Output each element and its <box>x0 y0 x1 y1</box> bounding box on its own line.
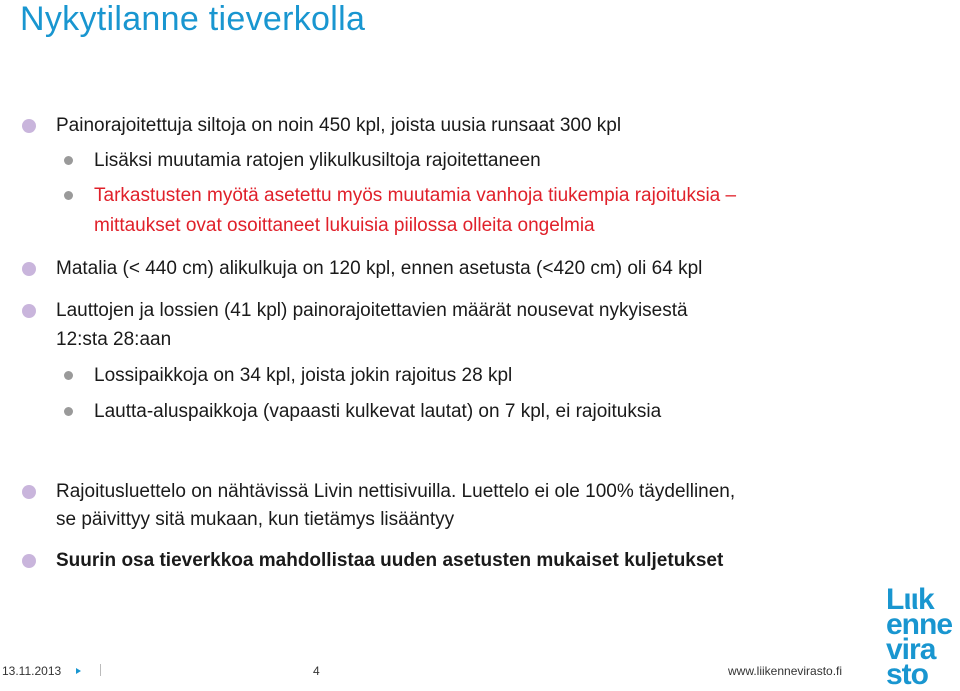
bullet-ferries-cont: 12:sta 28:aan <box>56 329 172 350</box>
slide-title: Nykytilanne tieverkolla <box>20 0 366 38</box>
footer-url: www.liikennevirasto.fi <box>728 664 843 678</box>
bullet-dot <box>64 371 73 380</box>
sub-bullet-free-ferries: Lautta-aluspaikkoja (vapaasti kulkevat lautat) on 7 kpl, ei rajoituksia <box>94 396 661 427</box>
bullet-road-network: Suurin osa tieverkkoa mahdollistaa uuden asetusten mukaiset kuljetukset <box>56 545 723 576</box>
footer-date: 13.11.2013 <box>2 664 62 678</box>
bullet-ferries: Lauttojen ja lossien (41 kpl) painorajoitettavien määrät nousevat nykyisestä <box>56 295 688 326</box>
page-number: 4 <box>313 664 320 678</box>
bullet-dot <box>64 407 73 416</box>
bullet-underpasses: Matalia (< 440 cm) alikulkuja on 120 kpl, ennen asetusta (<420 cm) oli 64 kpl <box>56 253 702 284</box>
bullet-dot <box>22 485 36 499</box>
footer-divider <box>100 664 101 676</box>
bullet-bridges: Painorajoitettuja siltoja on noin 450 kpl, joista uusia runsaat 300 kpl <box>56 110 621 141</box>
liikennevirasto-logo: Lιιk enne vira sto <box>886 583 953 691</box>
sub-bullet-railway-bridges: Lisäksi muutamia ratojen ylikulkusiltoja rajoitettaneen <box>94 145 541 176</box>
sub-bullet-stricter-limits-cont: mittaukset ovat osoittaneet lukuisia piilossa olleita ongelmia <box>94 215 595 236</box>
triangle-icon <box>76 668 81 674</box>
bullet-dot <box>22 554 36 568</box>
sub-bullet-cable-ferries: Lossipaikkoja on 34 kpl, joista jokin rajoitus 28 kpl <box>94 360 512 391</box>
bullet-dot <box>22 262 36 276</box>
bullet-restriction-list-cont: se päivittyy sitä mukaan, kun tietämys lisääntyy <box>56 509 455 530</box>
bullet-dot <box>64 156 73 165</box>
bullet-dot <box>22 119 36 133</box>
bullet-dot <box>22 304 36 318</box>
bullet-dot <box>64 191 73 200</box>
bullet-restriction-list: Rajoitusluettelo on nähtävissä Livin nettisivuilla. Luettelo ei ole 100% täydellinen, <box>56 476 735 507</box>
sub-bullet-stricter-limits: Tarkastusten myötä asetettu myös muutamia vanhoja tiukempia rajoituksia – <box>94 180 736 211</box>
